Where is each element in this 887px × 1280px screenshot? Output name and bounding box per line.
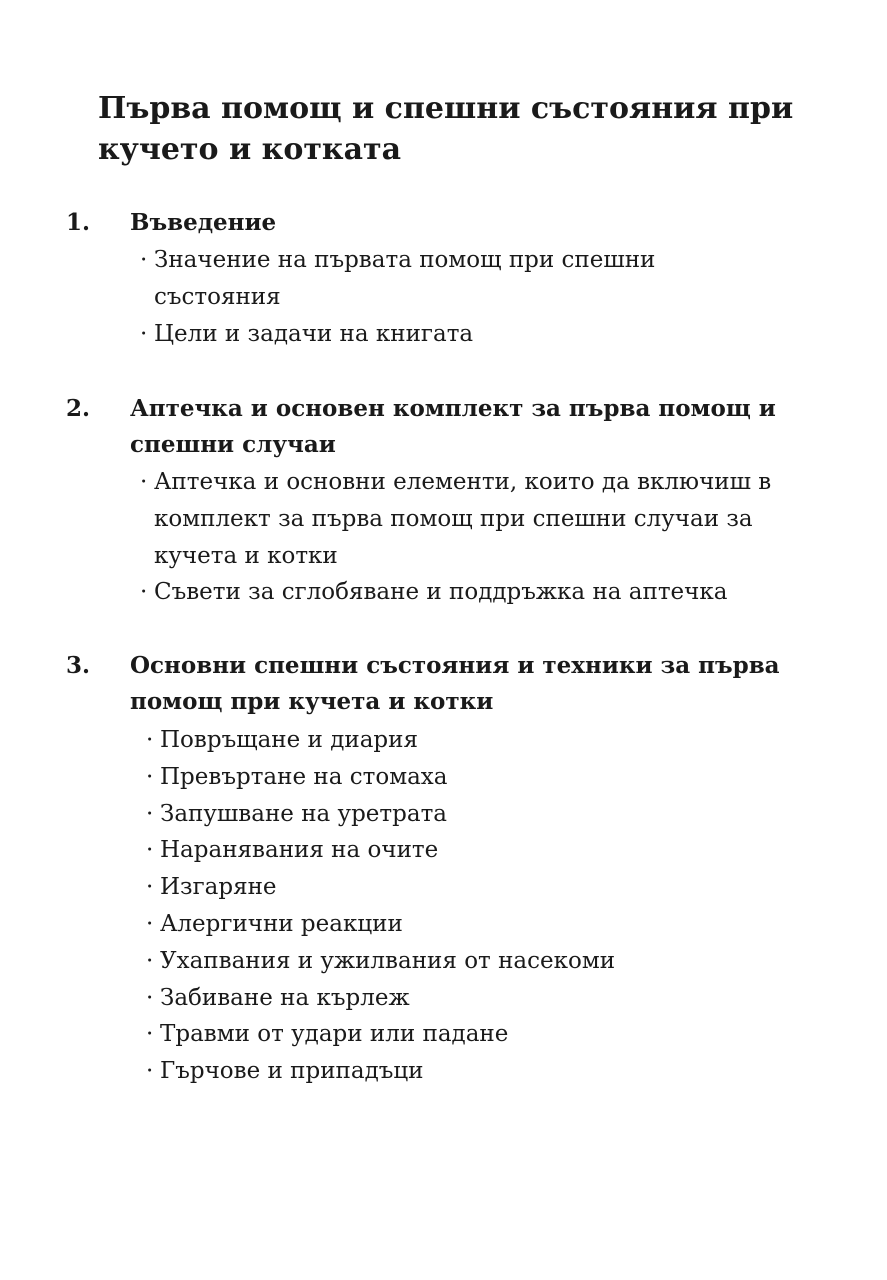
list-item-text: Алергични реакции — [160, 910, 403, 937]
section-heading-2 — [66, 391, 850, 463]
list-item — [146, 759, 786, 796]
bullet-icon: · — [140, 579, 148, 606]
list-item — [140, 316, 740, 353]
bullet-icon: · — [140, 469, 148, 495]
bullet-icon: · — [146, 837, 154, 864]
list-item — [140, 574, 820, 611]
section-title: Основни спешни състояния и техники за първа помощ при кучета и котки — [130, 652, 780, 715]
bullet-icon: · — [146, 1058, 154, 1085]
bullet-icon: · — [146, 874, 154, 901]
bullet-icon: · — [146, 910, 154, 937]
list-item-text: Съвети за сглобяване и поддръжка на аптечка — [154, 579, 728, 606]
list-item-text: Запушване на уретрата — [160, 800, 448, 827]
list-item — [146, 1016, 786, 1053]
list-item — [146, 796, 786, 833]
list-item-text: Цели и задачи на книгата — [154, 320, 474, 347]
list-item-text: Превъртане на стомаха — [160, 763, 448, 790]
section-1-list — [140, 242, 740, 352]
list-item — [140, 242, 740, 316]
section-title: Въведение — [130, 209, 277, 236]
bullet-icon: · — [146, 1021, 154, 1048]
bullet-icon: · — [146, 763, 154, 790]
list-item — [146, 869, 786, 906]
list-item-text: Травми от удари или падане — [160, 1021, 509, 1048]
list-item — [146, 722, 786, 759]
section-number: 2. — [66, 395, 91, 422]
section-heading-3 — [66, 648, 850, 720]
list-item — [140, 464, 820, 574]
bullet-icon: · — [146, 800, 154, 827]
bullet-icon: · — [140, 320, 148, 347]
bullet-icon: · — [146, 947, 154, 974]
list-item-text: Ухапвания и ужилвания от насекоми — [160, 947, 616, 974]
list-item-text: Значение на първата помощ при спешни състояния — [154, 247, 656, 310]
bullet-icon: · — [146, 727, 154, 753]
list-item — [146, 1053, 786, 1090]
section-heading-1 — [66, 205, 850, 241]
section-3-list — [146, 722, 786, 1090]
list-item — [146, 906, 786, 943]
list-item-text: Изгаряне — [160, 874, 277, 901]
list-item-text: Наранявания на очите — [160, 837, 439, 864]
page-title: Първа помощ и спешни състояния при кучето и котката — [98, 91, 794, 167]
section-2-list — [140, 464, 820, 611]
section-title: Аптечка и основен комплект за първа помощ и спешни случаи — [130, 395, 776, 458]
bullet-icon: · — [146, 984, 154, 1011]
section-number: 1. — [66, 209, 91, 236]
list-item-text: Гърчове и припадъци — [160, 1058, 424, 1085]
bullet-icon: · — [140, 247, 148, 273]
list-item — [146, 980, 786, 1017]
list-item-text: Аптечка и основни елементи, които да включиш в комплект за първа помощ при спешни случаи за кучета и котки — [154, 469, 772, 569]
list-item — [146, 832, 786, 869]
list-item — [146, 943, 786, 980]
section-number: 3. — [66, 652, 91, 679]
list-item-text: Повръщане и диария — [160, 727, 418, 753]
list-item-text: Забиване на кърлеж — [160, 984, 410, 1011]
